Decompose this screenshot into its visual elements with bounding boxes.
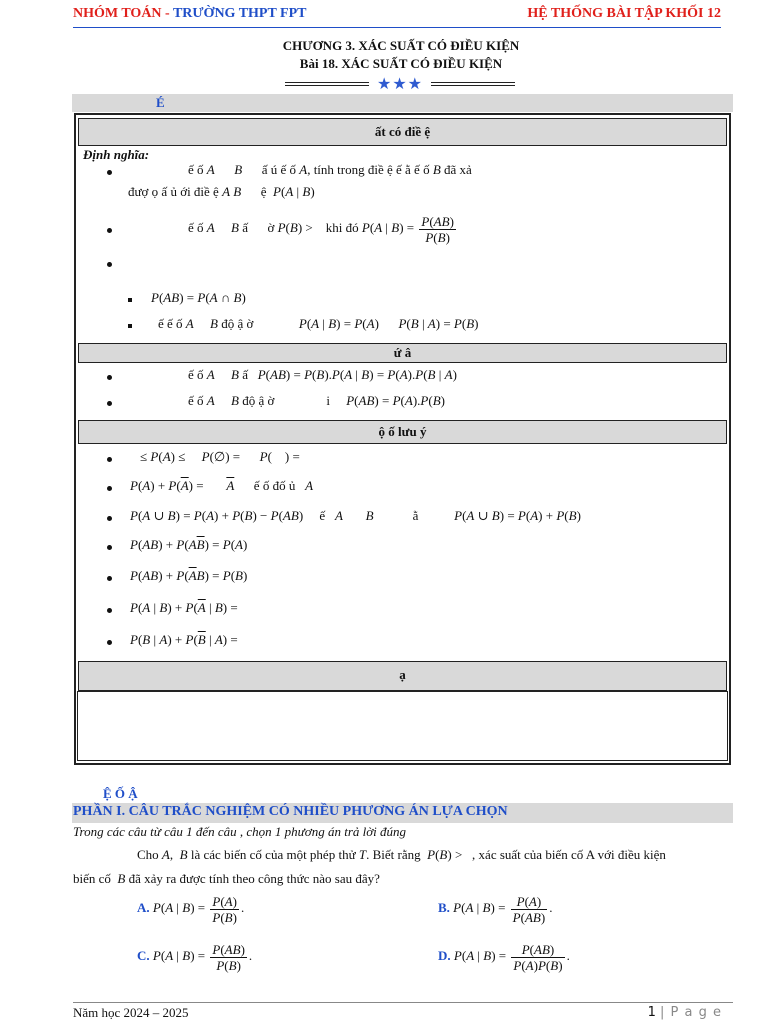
band-conditional-probability: ất có điề ệ — [78, 118, 727, 146]
title-decoration — [285, 76, 515, 92]
note-union: P(A ∪ B) = P(A) + P(B) − P(AB) ế A B ằ P(A ∪ B) = P(A) + P(B) — [130, 508, 581, 523]
note-complement: $P(A) + P(\overline{A})$ = $\overline{A}$ ế ố đố ủ A — [130, 478, 314, 493]
option-b[interactable]: B. P(A | B) = $\frac{P(A)}{P(AB)}$ . — [438, 893, 553, 925]
option-d[interactable]: D. P(A | B) = $\frac{P(AB)}{P(A)P(B)}$ . — [438, 941, 570, 973]
option-a[interactable]: A. P(A | B) = $\frac{P(A)}{P(B)}$ . — [137, 893, 245, 925]
bullet — [107, 170, 112, 175]
band-notes: ộ ố lưu ý — [78, 420, 727, 444]
option-c[interactable]: C. P(A | B) = $\frac{P(AB)}{P(B)}$ . — [137, 941, 253, 973]
part-instruction: Trong các câu từ câu 1 đến câu , chọn 1 phương án trả lời đúng — [73, 824, 407, 839]
footer-page — [648, 1005, 722, 1020]
note-sum-a: $P(AB) + P(A\overline{B}) = P(A)$ — [130, 537, 248, 552]
definition-formula: ế ố A B ấ ờ P(B) > khi đó P(A | B) = $\frac{P(AB)}{P(B)}$ — [188, 213, 454, 245]
chapter-title: CHƯƠNG 3. XÁC SUẤT CÓ ĐIỀU KIỆN — [282, 38, 520, 53]
multiplication-rule-2: ế ố A B độ ậ ờ i P(AB) = P(A).P(B) — [188, 393, 446, 408]
part-title: PHẦN I. CÂU TRẮC NGHIỆM CÓ NHIỀU PHƯƠNG ÁN LỰA CHỌN — [73, 804, 508, 819]
note-conditional-b: P(B | $A) + P(\overline{B}$ | A) = — [130, 632, 238, 647]
bullet — [107, 576, 112, 581]
part-bar — [72, 803, 733, 823]
bullet — [107, 608, 112, 613]
bullet — [107, 262, 112, 267]
theory-section-label: É — [156, 95, 165, 110]
bullet — [107, 640, 112, 645]
header-school-name: TRƯỜNG THPT FPT — [172, 6, 307, 21]
rule-independent: ế ế ố A B độ ậ ờ P(A | B) = P(A) P(B | A) = P(B) — [158, 316, 479, 331]
bullet — [107, 401, 112, 406]
definition-line-1: ế ố A B ấ ú ế ố A, tính trong điề ệ ế ằ ế ố B đã xả — [188, 162, 472, 177]
header-divider — [73, 27, 721, 28]
rule-intersection: P(AB) = P(A ∩ B) — [151, 290, 246, 305]
star-icon: ★★★ — [376, 76, 424, 93]
square-bullet — [128, 298, 132, 302]
bullet — [107, 516, 112, 521]
definition-line-2: đượ ọ ấ ủ ới điề ệ A B ệ P(A | B) — [128, 184, 315, 199]
page-number: 1 — [647, 1005, 656, 1020]
examples-cell — [77, 691, 728, 761]
band-multiplication-rule: ứ â — [78, 343, 727, 363]
exercise-heading: Ệ Ố Ậ — [103, 786, 138, 801]
note-probability-range: ≤ P(A) ≤ P(∅) = P( ) = — [140, 449, 300, 464]
bullet — [107, 228, 112, 233]
note-sum-b: $P(AB) + P(\overline{A}B) = P(B)$ — [130, 568, 248, 583]
bullet — [107, 486, 112, 491]
page-label: | P a g e — [660, 1005, 722, 1020]
multiplication-rule-1: ế ố A B ấ P(AB) = P(B).P(A | B) = P(A).P(B | A) — [188, 367, 457, 382]
footer-divider — [73, 1002, 733, 1003]
bullet — [107, 457, 112, 462]
header-group: NHÓM TOÁN — [73, 6, 162, 21]
theory-section-bar — [72, 94, 733, 112]
theory-table — [74, 113, 731, 765]
bullet — [107, 545, 112, 550]
footer-year: Năm học 2024 – 2025 — [73, 1005, 189, 1020]
question-line-1: Cho A, B là các biến cố của một phép thử T. Biết rằng P(B) > , xác suất của biến cố A với điều kiện — [137, 847, 666, 862]
header-sep: - — [161, 6, 173, 21]
lesson-title: Bài 18. XÁC SUẤT CÓ ĐIỀU KIỆN — [299, 56, 503, 71]
header-school — [73, 6, 307, 22]
note-conditional-a: P(A | $B) + P(\overline{A}$ | B) = — [130, 600, 238, 615]
definition-label: Định nghĩa: — [83, 147, 150, 162]
bullet — [107, 375, 112, 380]
question-line-2: biến cố B đã xảy ra được tính theo công thức nào sau đây? — [73, 871, 380, 886]
header-series: HỆ THỐNG BÀI TẬP KHỐI 12 — [527, 6, 721, 21]
band-examples: ạ — [78, 661, 727, 691]
square-bullet — [128, 324, 132, 328]
